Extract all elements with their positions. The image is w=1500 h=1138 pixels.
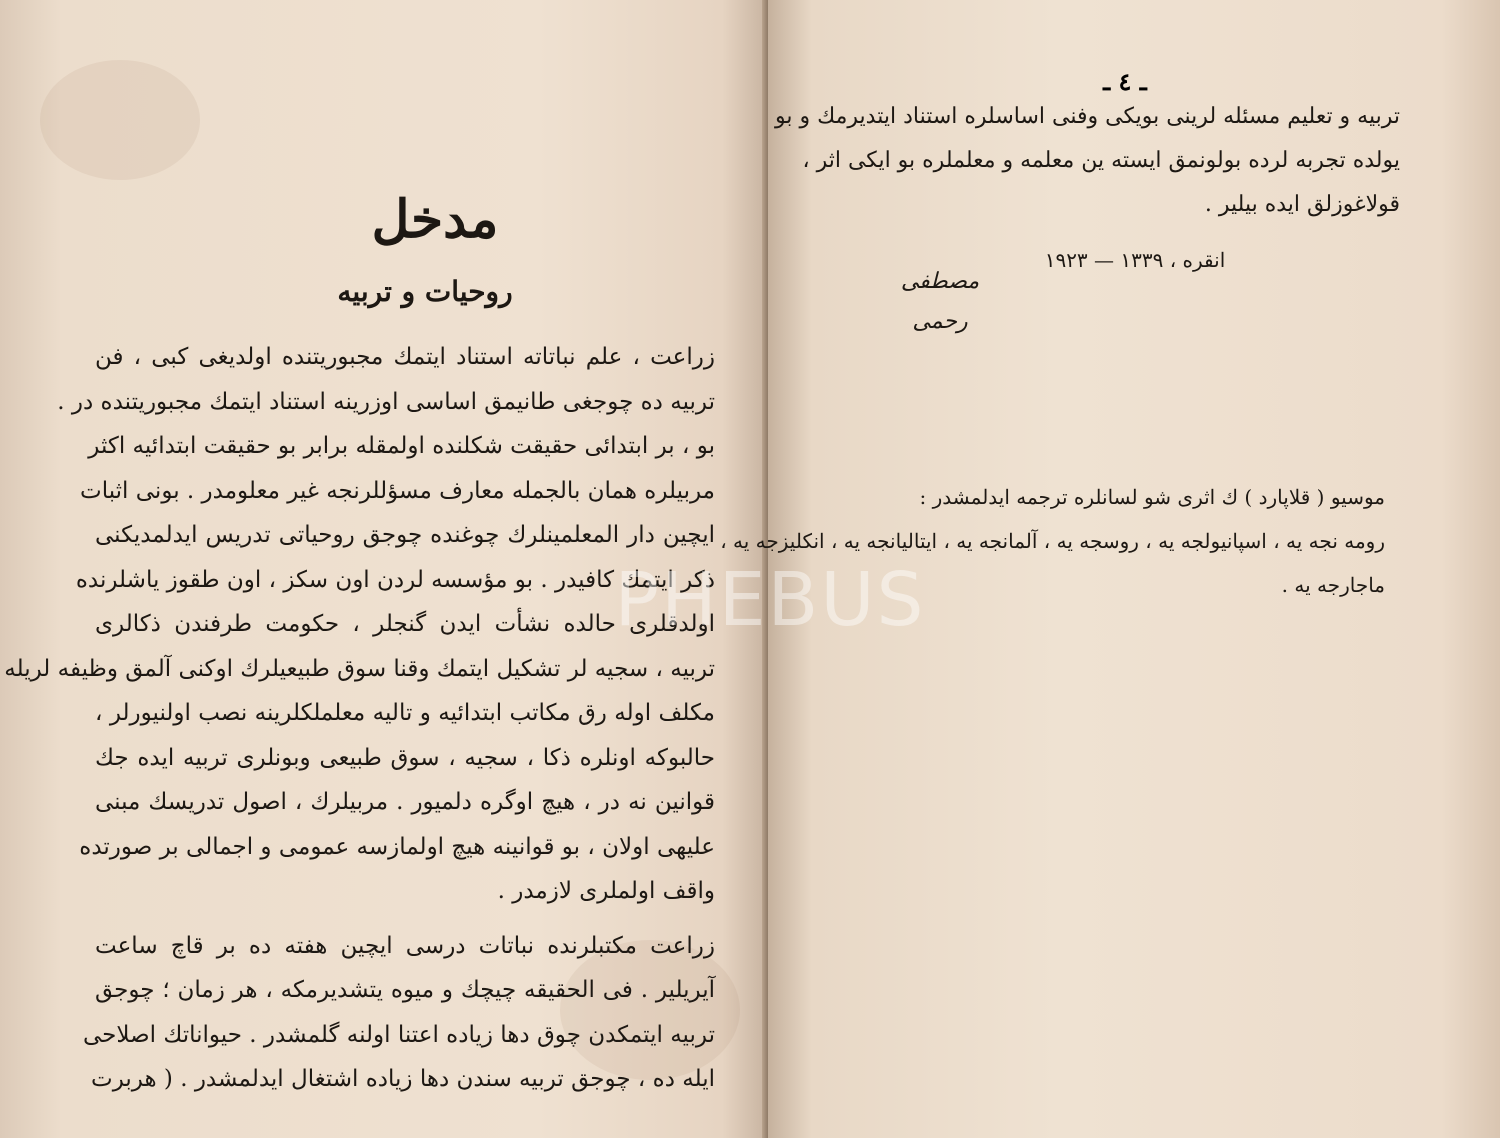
chapter-subtitle: روحیات و تربیه [337, 275, 513, 308]
text-line: حالبوكه اونلره ذكا ، سجیه ، سوق طبیعی وبونلری تربیه ایده جك [95, 744, 715, 771]
author-signature: مصطفی رحمی [900, 269, 980, 334]
text-line: زراعت ، علم نباتاته استناد ایتمك مجبوریتنده اولدیغی كبی ، فن [95, 344, 715, 370]
text-line: بو ، بر ابتدائی حقیقت شكلنده اولمقله برابر بو حقیقت ابتدائیه اكثر [88, 433, 715, 459]
text-line: ذكر ایتمك كافیدر . بو مؤسسه لردن اون سكز ، اون طقوز یاشلرنده [75, 566, 715, 593]
paper-stain [40, 60, 200, 180]
text-line: قولاغوزلق ایده بیلیر . [1204, 192, 1400, 217]
text-line: موسیو ( قلاپارد ) ك اثری شو لسانلره ترجمه ایدلمشدر : [919, 485, 1385, 509]
page-number: ـ ٤ ـ [1103, 67, 1147, 96]
text-line: ایچین دار المعلمینلرك چوغنده چوجق روحیاتی تدریس ایدلمدیكنی [95, 522, 716, 548]
text-line: تربیه ده چوجغی طانیمق اساسی اوزرینه استناد ایتمك مجبوریتنده در . [57, 388, 715, 415]
watermark: PHEBUS [614, 557, 926, 643]
chapter-title: مدخل [371, 189, 499, 250]
body-text [4, 335, 716, 1102]
text-line: آیریلیر . فی الحقیقه چیچك و میوه یتشدیرمكه ، هر زمان ؛ چوجق [95, 977, 715, 1003]
text-line: مربیلره همان بالجمله معارف مسؤللرنجه غیر معلومدر . بونی اثبات [80, 477, 715, 504]
preface-text [774, 95, 1400, 227]
text-line: یولده تجربه لرده بولونمق ایسته ین معلمه و معلملره بو ایكی اثر ، [802, 148, 1400, 173]
text-line: تربیه ایتمكدن چوق دها زیاده اعتنا اولنه گلمشدر . حیواناتك اصلاحی [82, 1021, 715, 1048]
text-line: اولدقلری حالده نشأت ایدن گنجلر ، حكومت طرفندن ذكالری [95, 611, 715, 637]
text-line: تربیه و تعلیم مسئله لرینی بویكی وفنی اساسلره استناد ایتدیرمك و بو [774, 104, 1400, 129]
text-line: زراعت مكتبلرنده نباتات درسی ایچین هفته ده بر قاچ ساعت [95, 932, 715, 959]
text-line: ایله ده ، چوجق تربیه سندن دها زیاده اشتغال ایدلمشدر . ( هربرت [91, 1066, 715, 1092]
paragraph-gap [95, 914, 715, 924]
text-line: رومه نجه یه ، اسپانیولجه یه ، روسجه یه ، آلمانجه یه ، ایتالیانجه یه ، انكلیزجه یه ، [720, 529, 1385, 553]
text-line: واقف اولملری لازمدر . [497, 878, 715, 904]
date-line: انقره ، ١٣٣٩ — ١٩٢٣ [1044, 248, 1226, 272]
text-line: قوانین نه در ، هیچ اوگره دلمیور . مربیلرك ، اصول تدریسك مبنی [95, 789, 715, 815]
text-line: علیهی اولان ، بو قوانینه هیچ اولمازسه عمومی و اجمالی بر صورتده [79, 833, 715, 860]
text-line: مكلف اوله رق مكاتب ابتدائیه و تالیه معلملكلرینه نصب اولنیورلر ، [95, 700, 715, 726]
text-line: تربیه ، سجیه لر تشكیل ایتمك وقنا سوق طبیعیلرك اوكنی آلمق وظیفه لریله [4, 655, 715, 682]
text-line: ماجارجه یه . [1281, 573, 1385, 597]
